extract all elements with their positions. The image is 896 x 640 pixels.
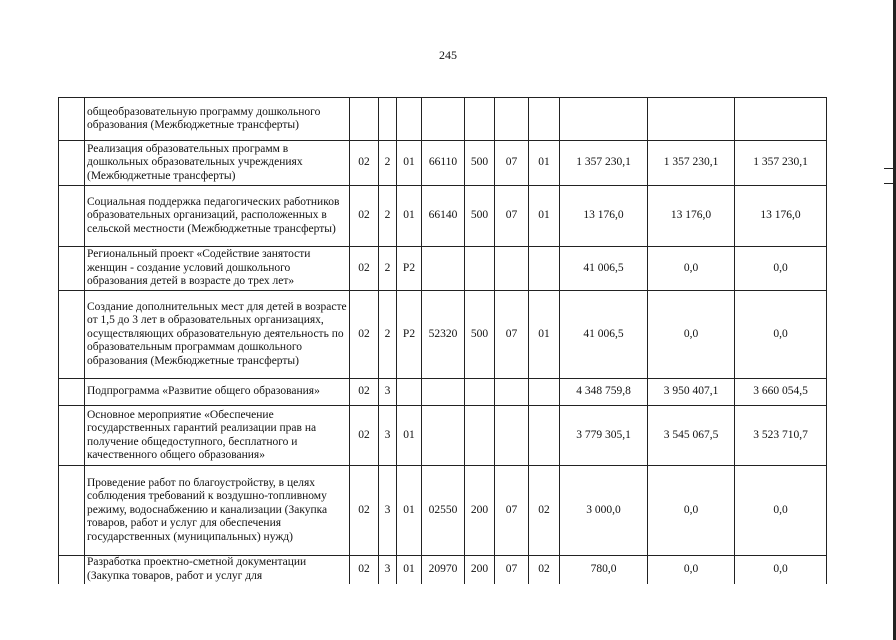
table-row xyxy=(59,466,827,556)
table-row xyxy=(59,556,827,584)
direction-code-cell xyxy=(422,247,465,291)
amount-year1-cell: 3 779 305,1 xyxy=(560,406,648,466)
row-gutter-cell xyxy=(59,186,85,247)
subprogram-code-cell: 2 xyxy=(379,247,397,291)
page-number: 245 xyxy=(439,48,457,62)
row-gutter-cell xyxy=(59,141,85,186)
measure-code-cell: P2 xyxy=(397,247,422,291)
expense-type-cell: 500 xyxy=(465,186,495,247)
amount-year3-cell: 0,0 xyxy=(735,556,827,584)
subchapter-code-cell: 01 xyxy=(529,186,560,247)
amount-year1-cell: 780,0 xyxy=(560,556,648,584)
row-name-cell: Создание дополнительных мест для детей в возрасте от 1,5 до 3 лет в образовательных организациях, осуществляющих образовательную деятельность по образовательным программам дошкольного образования (Межбюджетные трансферты) xyxy=(85,291,350,379)
page-edge-mark xyxy=(884,168,896,184)
direction-code-cell xyxy=(422,98,465,141)
section-code-cell xyxy=(350,98,379,141)
direction-code-cell: 02550 xyxy=(422,466,465,556)
row-name-cell: Региональный проект «Содействие занятости женщин - создание условий дошкольного образования детей в возрасте до трех лет» xyxy=(85,247,350,291)
chapter-code-cell: 07 xyxy=(495,556,529,584)
section-code-cell: 02 xyxy=(350,406,379,466)
chapter-code-cell: 07 xyxy=(495,186,529,247)
amount-year2-cell: 3 950 407,1 xyxy=(648,379,735,406)
amount-year3-cell: 3 523 710,7 xyxy=(735,406,827,466)
table-row xyxy=(59,406,827,466)
table-row xyxy=(59,186,827,247)
row-name-cell: Основное мероприятие «Обеспечение государственных гарантий реализации прав на получение общедоступного, бесплатного и качественного общего образования» xyxy=(85,406,350,466)
amount-year1-cell: 13 176,0 xyxy=(560,186,648,247)
amount-year3-cell: 1 357 230,1 xyxy=(735,141,827,186)
table-row xyxy=(59,291,827,379)
subchapter-code-cell xyxy=(529,98,560,141)
expense-type-cell: 500 xyxy=(465,141,495,186)
section-code-cell: 02 xyxy=(350,379,379,406)
section-code-cell: 02 xyxy=(350,247,379,291)
chapter-code-cell: 07 xyxy=(495,466,529,556)
subchapter-code-cell: 01 xyxy=(529,291,560,379)
row-name-cell: Подпрограмма «Развитие общего образования» xyxy=(85,379,350,406)
amount-year2-cell: 0,0 xyxy=(648,466,735,556)
row-name-cell: Разработка проектно-сметной документации (Закупка товаров, работ и услуг для xyxy=(85,556,350,584)
amount-year3-cell: 0,0 xyxy=(735,466,827,556)
amount-year2-cell: 1 357 230,1 xyxy=(648,141,735,186)
chapter-code-cell xyxy=(495,406,529,466)
chapter-code-cell xyxy=(495,98,529,141)
expense-type-cell: 200 xyxy=(465,466,495,556)
section-code-cell: 02 xyxy=(350,291,379,379)
row-gutter-cell xyxy=(59,379,85,406)
subchapter-code-cell xyxy=(529,379,560,406)
amount-year2-cell: 13 176,0 xyxy=(648,186,735,247)
row-name-cell: Реализация образовательных программ в дошкольных образовательных учреждениях (Межбюджетные трансферты) xyxy=(85,141,350,186)
amount-year1-cell: 41 006,5 xyxy=(560,291,648,379)
amount-year2-cell xyxy=(648,98,735,141)
chapter-code-cell xyxy=(495,247,529,291)
row-name-cell: общеобразовательную программу дошкольного образования (Межбюджетные трансферты) xyxy=(85,98,350,141)
section-code-cell: 02 xyxy=(350,556,379,584)
section-code-cell: 02 xyxy=(350,466,379,556)
subprogram-code-cell: 3 xyxy=(379,379,397,406)
measure-code-cell: 01 xyxy=(397,186,422,247)
amount-year1-cell: 4 348 759,8 xyxy=(560,379,648,406)
section-code-cell: 02 xyxy=(350,186,379,247)
subchapter-code-cell: 02 xyxy=(529,556,560,584)
row-gutter-cell xyxy=(59,291,85,379)
measure-code-cell: 01 xyxy=(397,556,422,584)
amount-year3-cell: 13 176,0 xyxy=(735,186,827,247)
subprogram-code-cell: 2 xyxy=(379,291,397,379)
measure-code-cell xyxy=(397,379,422,406)
row-gutter-cell xyxy=(59,466,85,556)
budget-table xyxy=(58,97,827,584)
table-row xyxy=(59,98,827,141)
amount-year1-cell: 3 000,0 xyxy=(560,466,648,556)
subprogram-code-cell: 3 xyxy=(379,556,397,584)
table-row xyxy=(59,247,827,291)
amount-year3-cell: 0,0 xyxy=(735,247,827,291)
amount-year2-cell: 3 545 067,5 xyxy=(648,406,735,466)
direction-code-cell: 52320 xyxy=(422,291,465,379)
amount-year3-cell xyxy=(735,98,827,141)
subprogram-code-cell xyxy=(379,98,397,141)
measure-code-cell: 01 xyxy=(397,141,422,186)
row-gutter-cell xyxy=(59,556,85,584)
expense-type-cell xyxy=(465,406,495,466)
direction-code-cell: 66140 xyxy=(422,186,465,247)
direction-code-cell xyxy=(422,406,465,466)
amount-year2-cell: 0,0 xyxy=(648,247,735,291)
amount-year1-cell: 1 357 230,1 xyxy=(560,141,648,186)
amount-year3-cell: 3 660 054,5 xyxy=(735,379,827,406)
subchapter-code-cell xyxy=(529,406,560,466)
subchapter-code-cell xyxy=(529,247,560,291)
amount-year2-cell: 0,0 xyxy=(648,291,735,379)
row-gutter-cell xyxy=(59,247,85,291)
subprogram-code-cell: 2 xyxy=(379,186,397,247)
table-row xyxy=(59,379,827,406)
amount-year1-cell xyxy=(560,98,648,141)
amount-year3-cell: 0,0 xyxy=(735,291,827,379)
section-code-cell: 02 xyxy=(350,141,379,186)
row-gutter-cell xyxy=(59,406,85,466)
expense-type-cell xyxy=(465,98,495,141)
subchapter-code-cell: 02 xyxy=(529,466,560,556)
expense-type-cell: 500 xyxy=(465,291,495,379)
direction-code-cell: 66110 xyxy=(422,141,465,186)
row-gutter-cell xyxy=(59,98,85,141)
measure-code-cell: P2 xyxy=(397,291,422,379)
amount-year1-cell: 41 006,5 xyxy=(560,247,648,291)
chapter-code-cell xyxy=(495,379,529,406)
direction-code-cell xyxy=(422,379,465,406)
subchapter-code-cell: 01 xyxy=(529,141,560,186)
expense-type-cell: 200 xyxy=(465,556,495,584)
subprogram-code-cell: 3 xyxy=(379,406,397,466)
chapter-code-cell: 07 xyxy=(495,291,529,379)
row-name-cell: Социальная поддержка педагогических работников образовательных организаций, расположенных в сельской местности (Межбюджетные трансферты) xyxy=(85,186,350,247)
measure-code-cell xyxy=(397,98,422,141)
subprogram-code-cell: 2 xyxy=(379,141,397,186)
measure-code-cell: 01 xyxy=(397,406,422,466)
chapter-code-cell: 07 xyxy=(495,141,529,186)
direction-code-cell: 20970 xyxy=(422,556,465,584)
measure-code-cell: 01 xyxy=(397,466,422,556)
expense-type-cell xyxy=(465,247,495,291)
amount-year2-cell: 0,0 xyxy=(648,556,735,584)
expense-type-cell xyxy=(465,379,495,406)
subprogram-code-cell: 3 xyxy=(379,466,397,556)
table-row xyxy=(59,141,827,186)
row-name-cell: Проведение работ по благоустройству, в целях соблюдения требований к воздушно-топливному режиму, водоснабжению и канализации (Закупка товаров, работ и услуг для обеспечения государственных (муниципальных) нужд) xyxy=(85,466,350,556)
